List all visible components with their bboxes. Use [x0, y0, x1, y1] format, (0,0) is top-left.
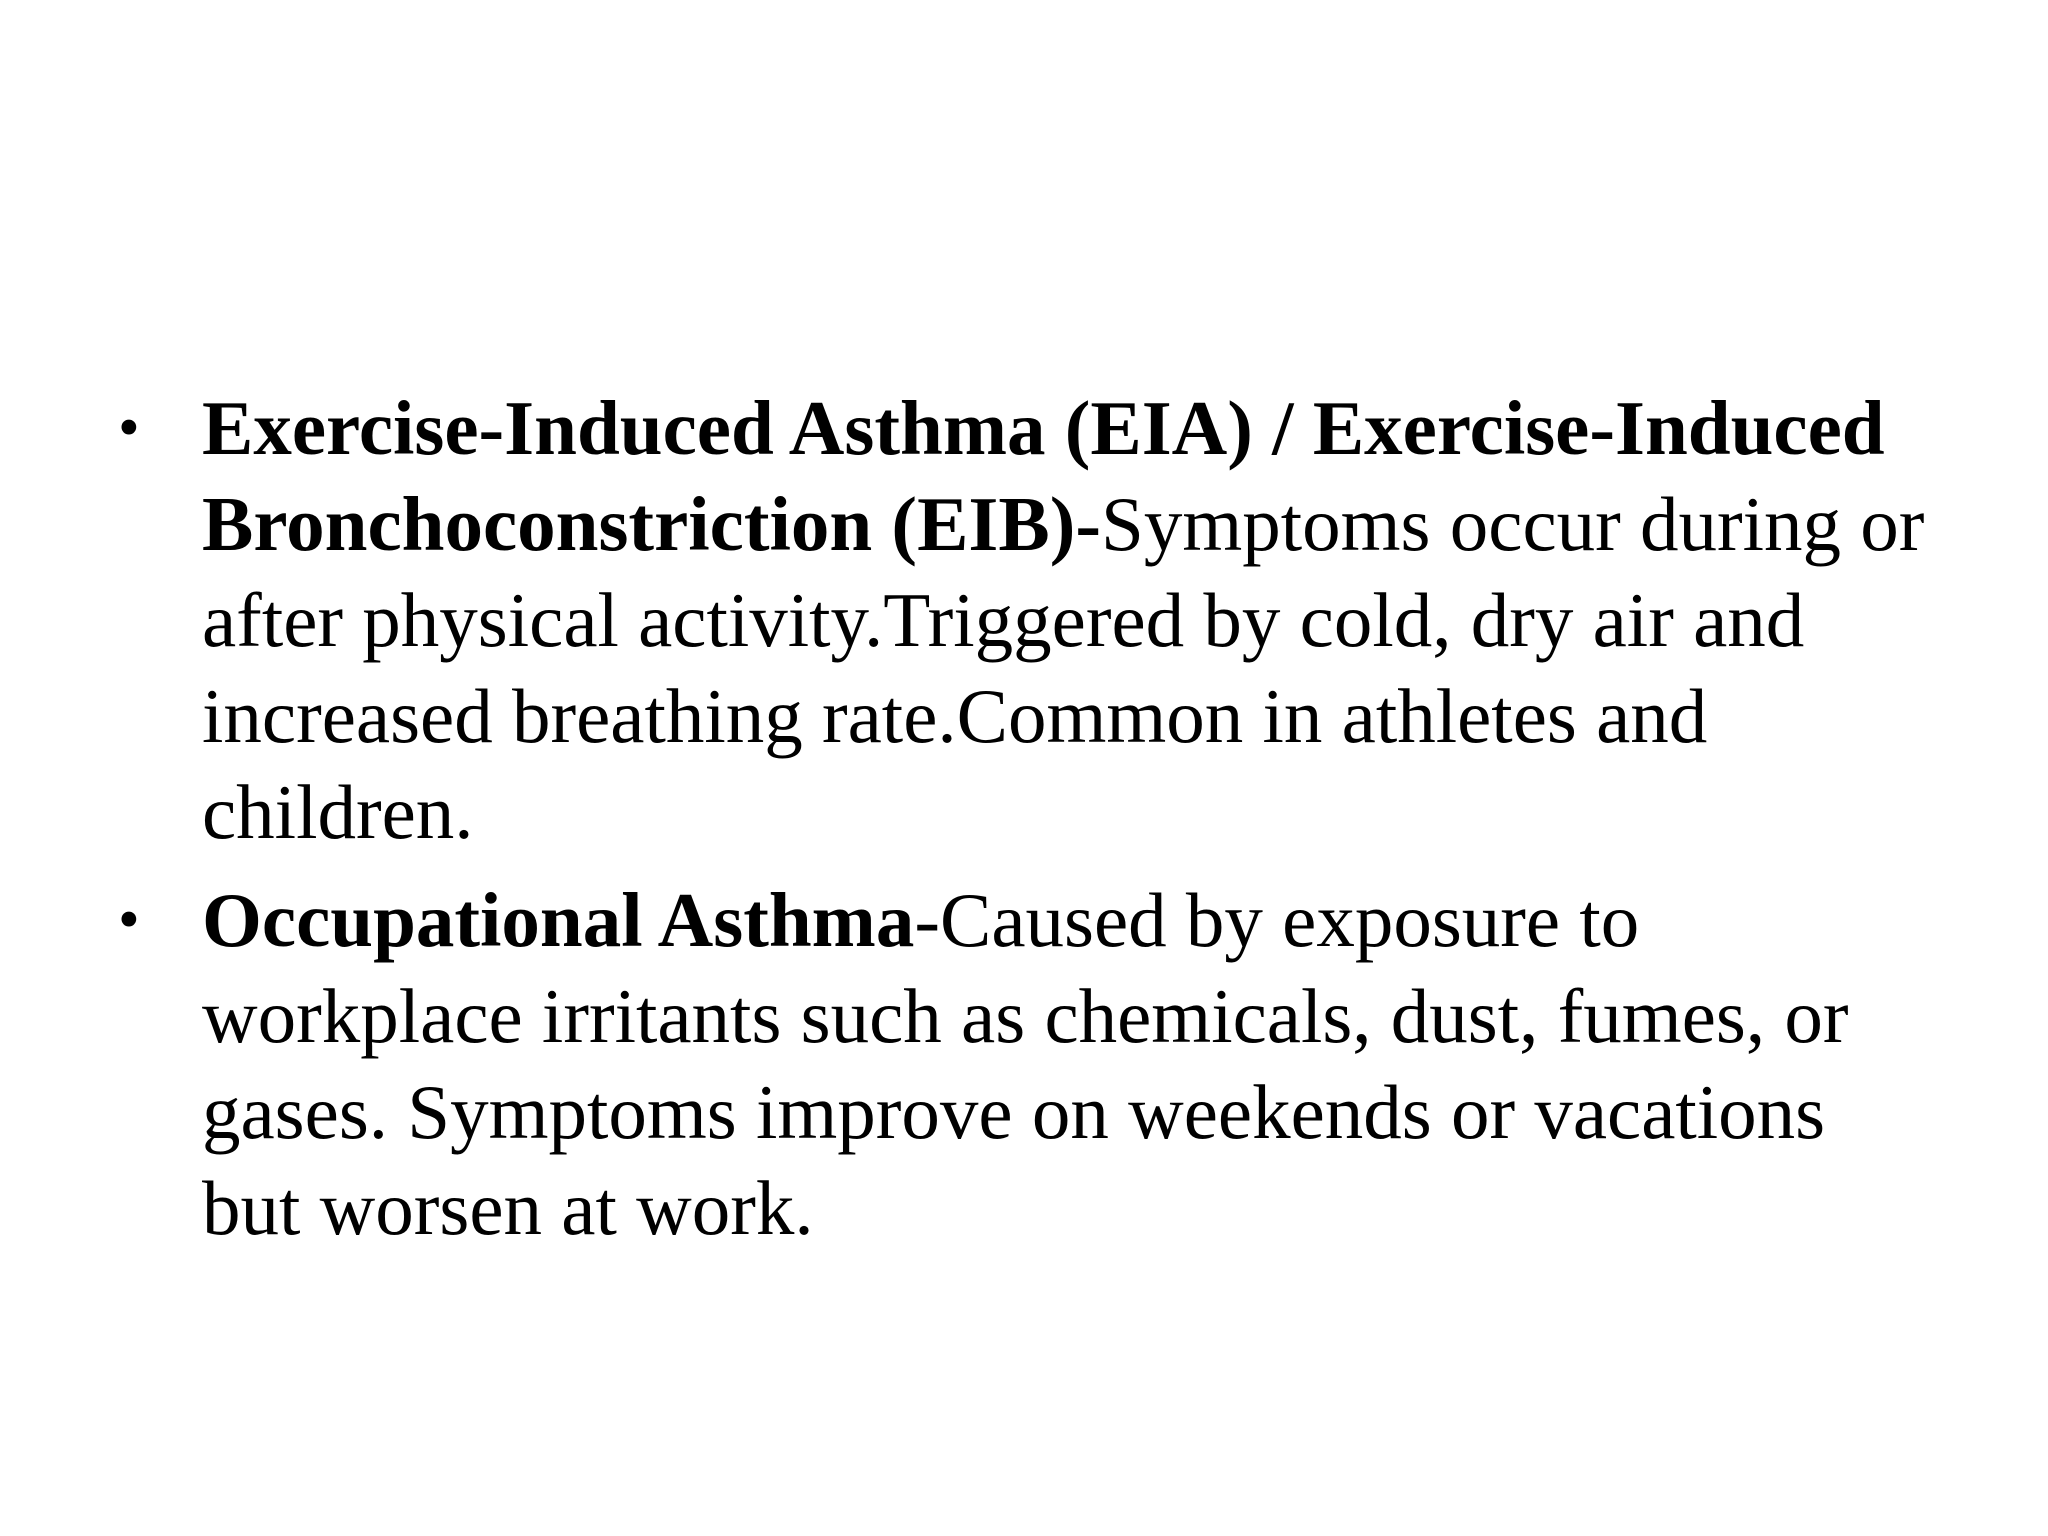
bullet-description: -Caused by exposure to workplace irritants such as chemicals, dust, fumes, or gases. Symptoms improve on weekends or vacations but worsen at work. [202, 877, 1849, 1251]
bullet-icon: • [118, 394, 140, 462]
bullet-item-occupational [118, 872, 1928, 1256]
bullet-description: Symptoms occur during or after physical activity.Triggered by cold, dry air and increased breathing rate.Common in athletes and children. [202, 481, 1925, 855]
bullet-icon: • [118, 886, 140, 954]
bullet-item-eia [118, 380, 1928, 860]
bullet-term: Occupational Asthma [202, 877, 915, 963]
bullet-list [118, 380, 1928, 1268]
bullet-term: Exercise-Induced Asthma (EIA) / Exercise-Induced Bronchoconstriction (EIB)- [202, 385, 1885, 567]
